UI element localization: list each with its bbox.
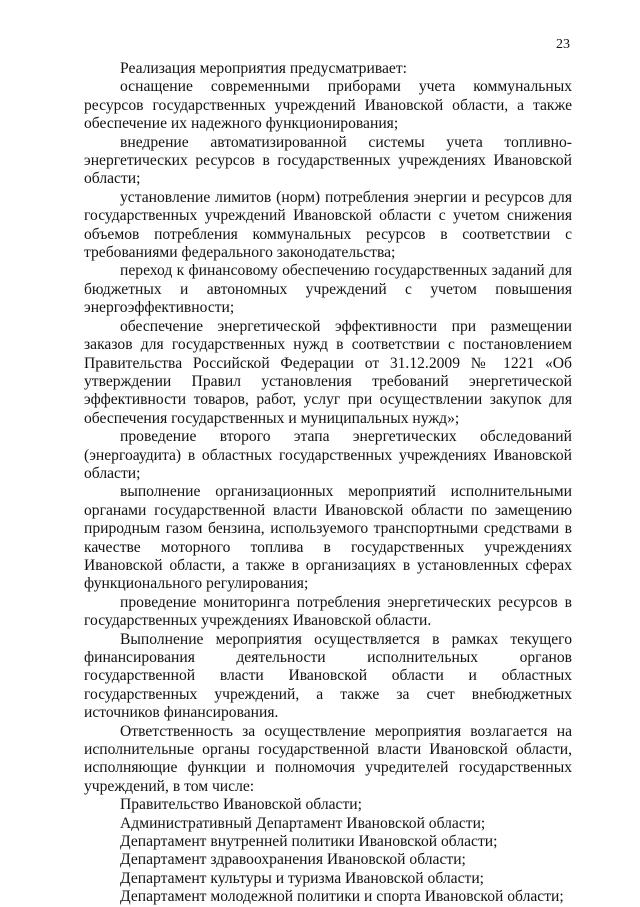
list-item-youth-sport-department: Департамент молодежной политики и спорта Ивановской области; [120,888,564,906]
list-item-culture-tourism-department: Департамент культуры и туризма Ивановской области; [120,869,484,887]
document-body [84,60,572,907]
paragraph-consumption-limits: установление лимитов (норм) потребления энергии и ресурсов для государственных учреждений Ивановской области с учетом снижения объемов потребления коммунальных ресурсов в соответствии с требованиями федерального законодательства; [84,188,572,262]
list-item-health-department: Департамент здравоохранения Ивановской области; [120,851,466,869]
paragraph-responsibility: Ответственность за осуществление мероприятия возлагается на исполнительные органы государственной власти Ивановской области, исполняющие функции и полномочия учредителей государственных учреждений, в том числе: [84,722,572,795]
paragraph-state-assignments: переход к финансовому обеспечению государственных заданий для бюджетных и автономных учреждений с учетом повышения энергоэффективности; [84,262,572,317]
list-item-government: Правительство Ивановской области; [120,796,362,814]
paragraph-intro: Реализация мероприятия предусматривает: [120,60,407,77]
paragraph-energy-audit: проведение второго этапа энергетических обследований (энергоаудита) в областных государственных учреждениях Ивановской области; [84,428,572,482]
list-item-internal-policy-department: Департамент внутренней политики Ивановской области; [120,833,498,851]
page-number: 23 [556,37,570,52]
paragraph-monitoring: проведение мониторинга потребления энергетических ресурсов в государственных учреждениях Ивановской области. [84,593,572,630]
paragraph-procurement-efficiency: обеспечение энергетической эффективности при размещении заказов для государственных нужд в соответствии с постановлением Правительства Российской Федерации от 31.12.2009 № 1221 «Об утверждении Правил установления требований энергетической эффективности товаров, работ, услуг при осуществлении закупок для обеспечения государственных и муниципальных нужд»; [84,317,572,427]
paragraph-automated-accounting: внедрение автоматизированной системы учета топливно-энергетических ресурсов в государственных учреждениях Ивановской области; [84,133,572,188]
paragraph-gas-fuel-replacement: выполнение организационных мероприятий исполнительными органами государственной власти Ивановской области по замещению природным газом бензина, используемого транспортными средствами в качестве моторного топлива в государственных учреждениях Ивановской области, а также в организациях в установленных сферах функционального регулирования; [84,483,572,593]
paragraph-financing: Выполнение мероприятия осуществляется в рамках текущего финансирования деятельности исполнительных органов государственной власти Ивановской области и областных государственных учреждений, а также за счет внебюджетных источников финансирования. [84,630,572,722]
list-item-administrative-department: Административный Департамент Ивановской области; [120,814,486,832]
paragraph-metering-devices: оснащение современными приборами учета коммунальных ресурсов государственных учреждений Ивановской области, а также обеспечение их надежного функционирования; [84,78,572,133]
